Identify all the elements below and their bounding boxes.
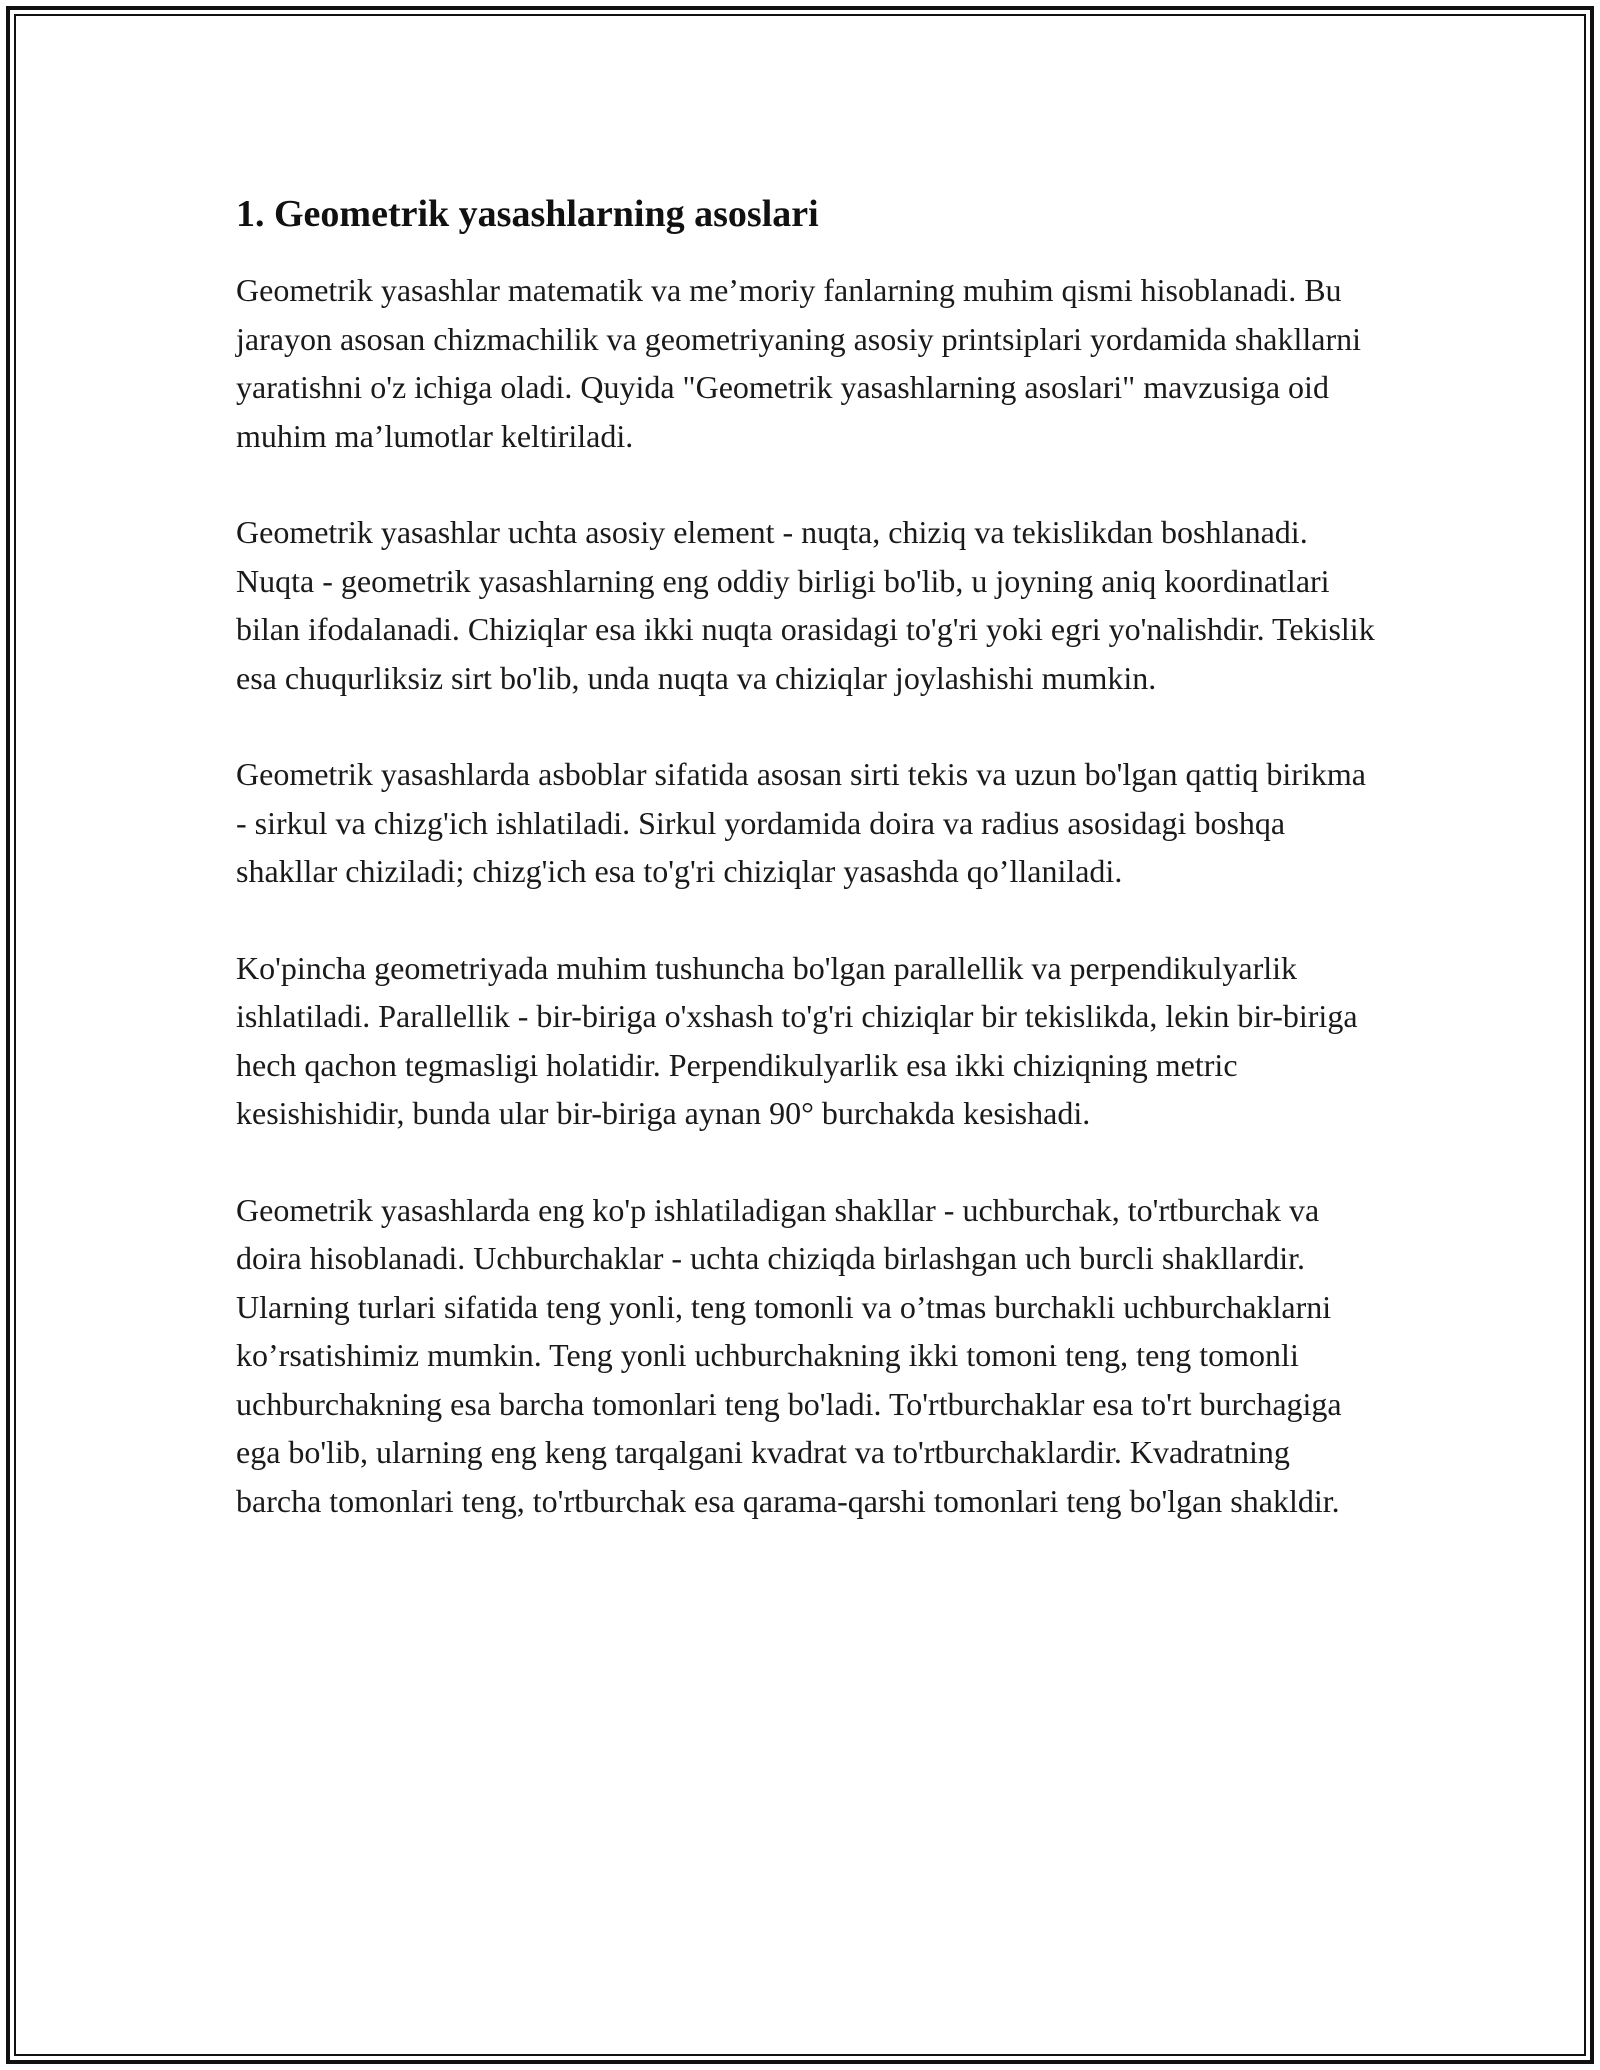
paragraph-shapes: Geometrik yasashlarda eng ko'p ishlatiladigan shakllar - uchburchak, to'rtburchak va doira hisoblanadi. Uchburchaklar - uchta chiziqda birlashgan uch burcli shakllardir. Ularning turlari sifatida teng yonli, teng tomonli va o’tmas burchakli uchburchaklarni ko’rsatishimiz mumkin. Teng yonli uchburchakning ikki tomoni teng, teng tomonli uchburchakning esa barcha tomonlari teng bo'ladi. To'rtburchaklar esa to'rt burchagiga ega bo'lib, ularning eng keng tarqalgani kvadrat va to'rtburchaklardir. Kvadratning barcha tomonlari teng, to'rtburchak esa qarama-qarshi tomonlari teng bo'lgan shakldir. <box>236 1191 1342 1519</box>
document-body <box>236 184 1376 1525</box>
paragraph-tools: Geometrik yasashlarda asboblar sifatida asosan sirti tekis va uzun bo'lgan qattiq birikma - sirkul va chizg'ich ishlatiladi. Sirkul yordamida doira va radius asosidagi boshqa shakllar chiziladi; chizg'ich esa to'g'ri chiziqlar yasashda qo’llaniladi. <box>236 756 1366 889</box>
section-heading: 1. Geometrik yasashlarning asoslari <box>236 193 819 235</box>
paragraph-intro: Geometrik yasashlar matematik va me’moriy fanlarning muhim qismi hisoblanadi. Bu jarayon asosan chizmachilik va geometriyaning asosiy printsiplari yordamida shakllarni yaratishni o'z ichiga oladi. Quyida "Geometrik yasashlarning asoslari" mavzusiga oid muhim ma’lumotlar keltiriladi. <box>236 272 1362 454</box>
paragraph-basic-elements: Geometrik yasashlar uchta asosiy element - nuqta, chiziq va tekislikdan boshlanadi. Nuqta - geometrik yasashlarning eng oddiy birligi bo'lib, u joyning aniq koordinatlari bilan ifodalanadi. Chiziqlar esa ikki nuqta orasidagi to'g'ri yoki egri yo'nalishdir. Tekislik esa chuqurliksiz sirt bo'lib, unda nuqta va chiziqlar joylashishi mumkin. <box>236 514 1375 696</box>
paragraph-parallel-perpendicular: Ko'pincha geometriyada muhim tushuncha bo'lgan parallellik va perpendikulyarlik ishlatiladi. Parallellik - bir-biriga o'xshash to'g'ri chiziqlar bir tekislikda, lekin bir-biriga hech qachon tegmasligi holatidir. Perpendikulyarlik esa ikki chiziqning metric kesishishidir, bunda ular bir-biriga aynan 90° burchakda kesishadi. <box>236 949 1358 1131</box>
